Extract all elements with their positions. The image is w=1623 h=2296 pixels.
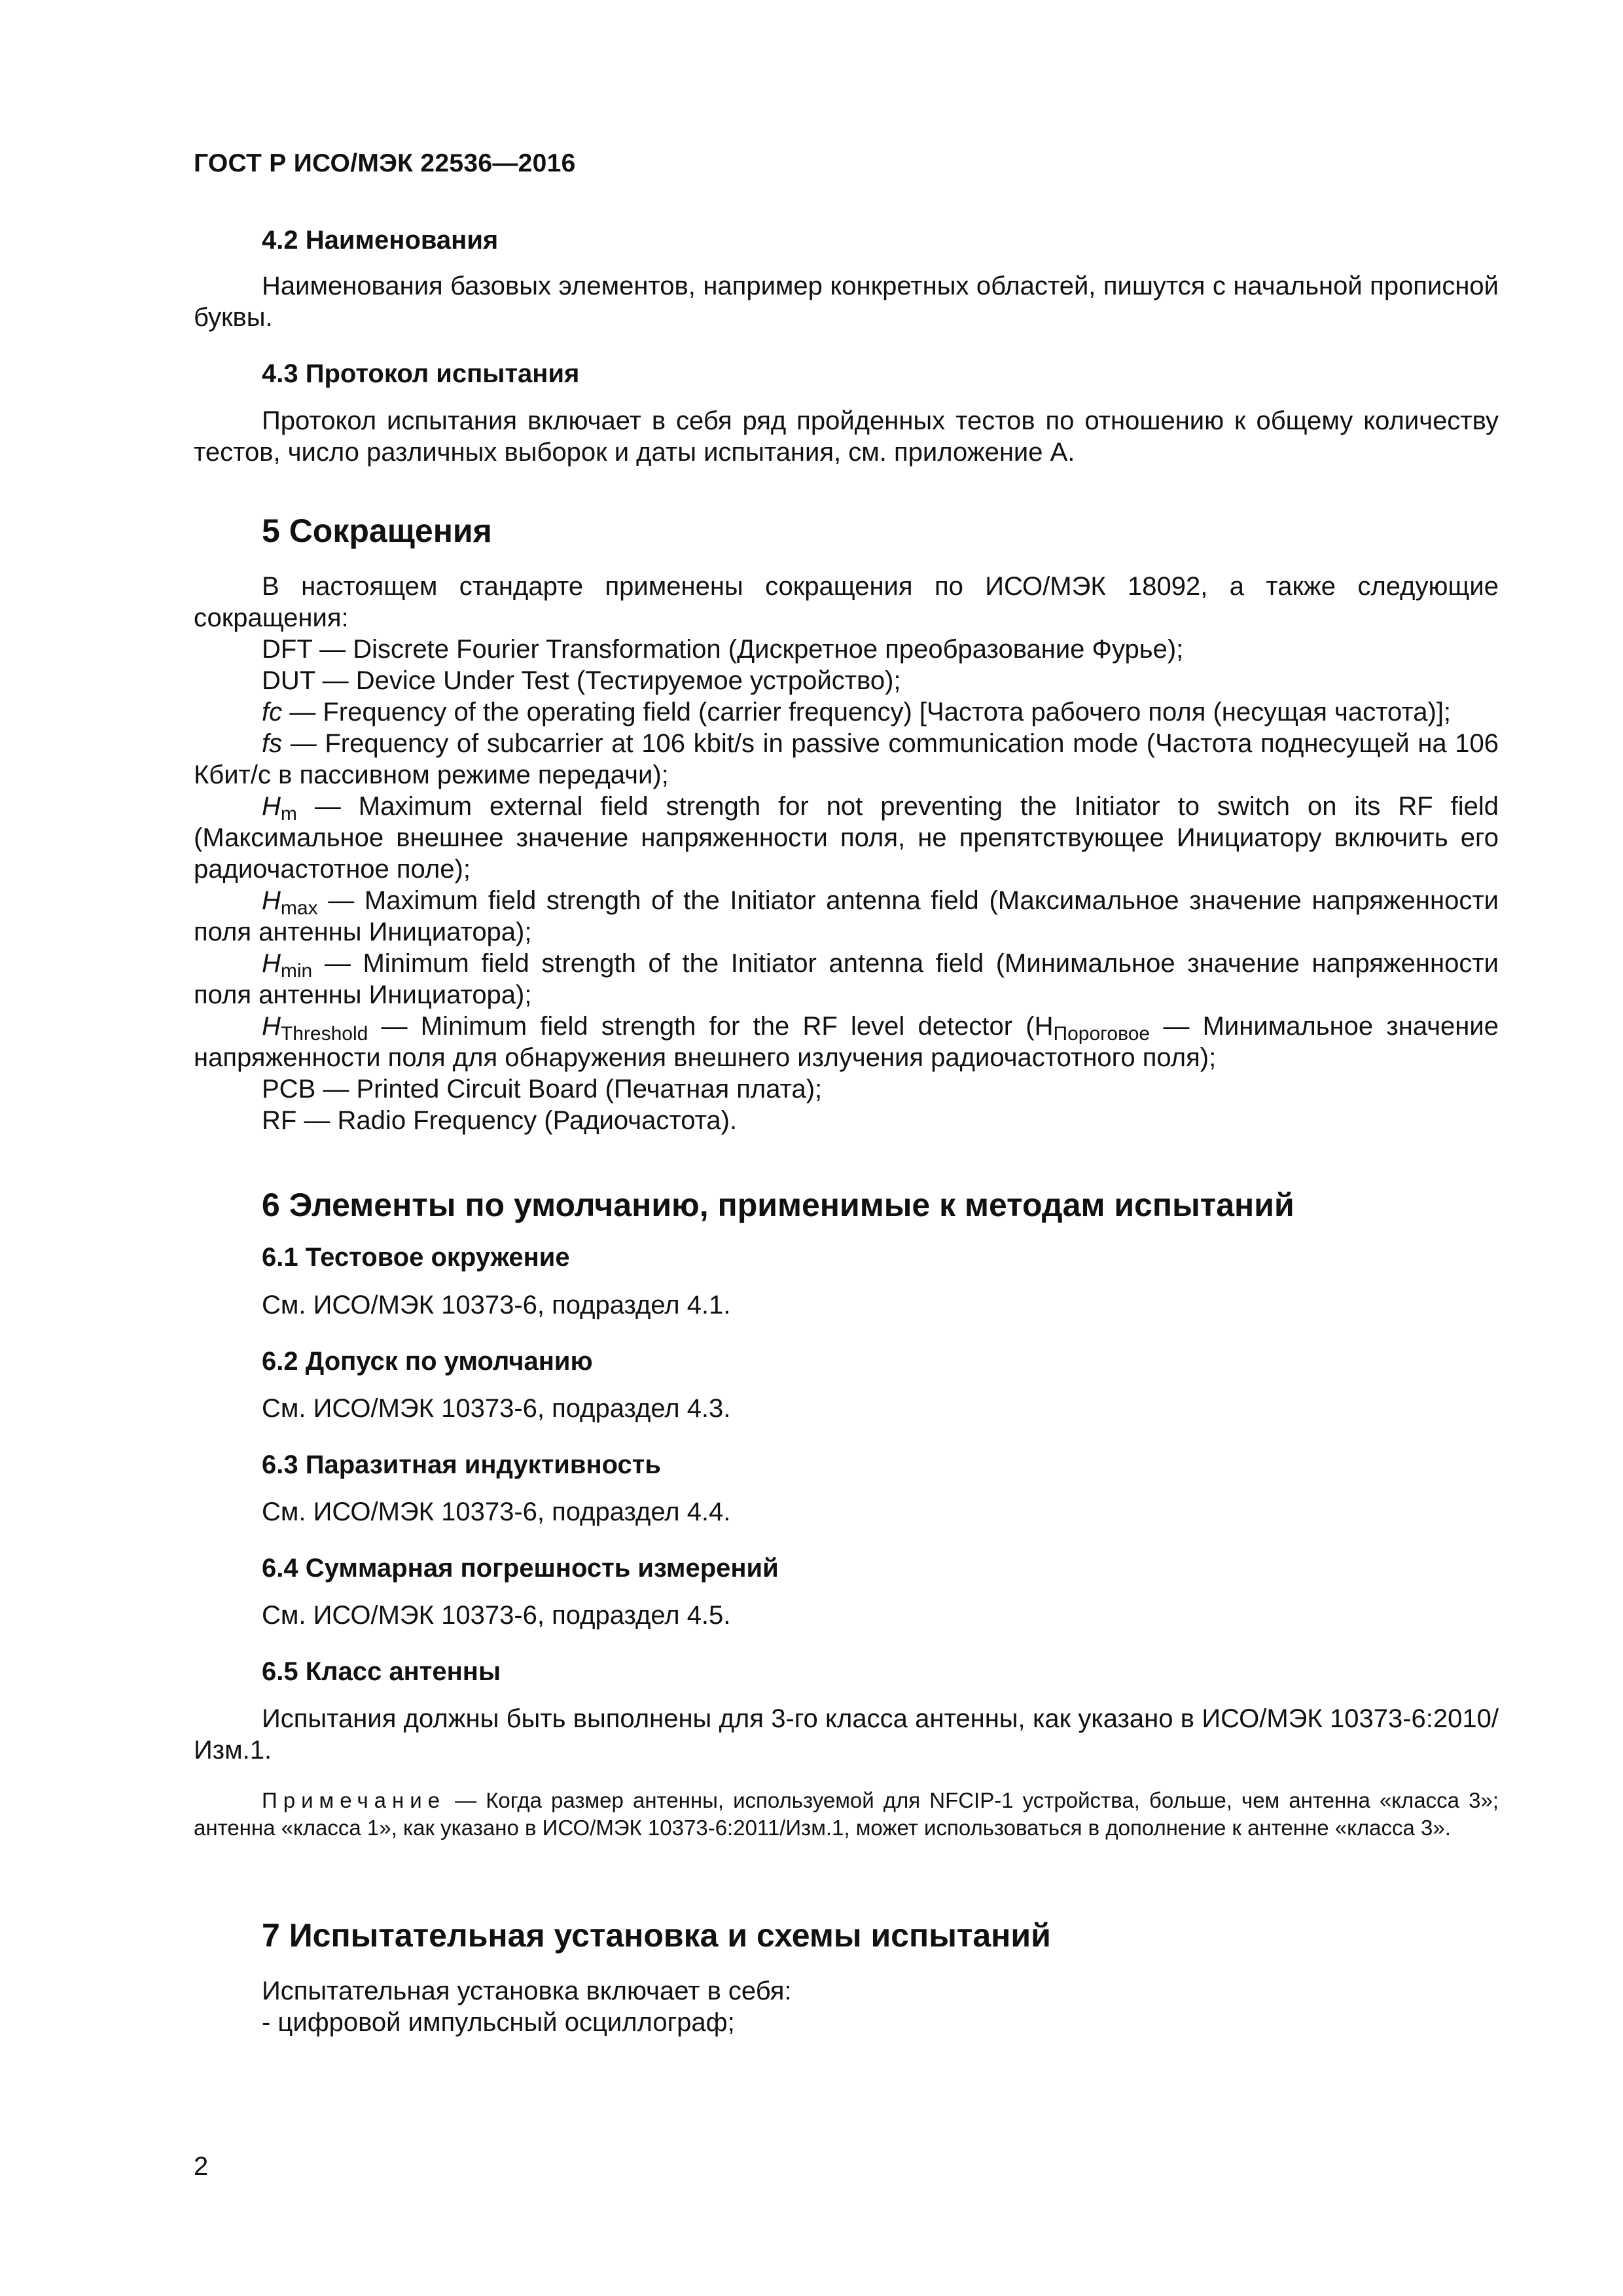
abbr-hmax-symbol: H [262,886,281,915]
section-4-2-heading: 4.2 Наименования [262,226,499,255]
section-4-2-body [194,270,1499,333]
section-6-4-heading: 6.4 Суммарная погрешность измерений [262,1554,779,1583]
abbr-hthreshold-text-2: — Минимальное значение напряженности поля для обнаружения внешнего излучения радиочастотного поля); [194,1012,1499,1072]
abbr-hthreshold-subscript: Threshold [280,1023,368,1045]
abbr-hmax [194,885,1499,948]
section-6-3-text: См. ИСО/МЭК 10373-6, подраздел 4.4. [262,1498,731,1526]
section-6-5-heading: 6.5 Класс антенны [262,1657,501,1686]
section-4-3-heading: 4.3 Протокол испытания [262,359,580,388]
note-text: — Когда размер антенны, используемой для NFCIP-1 устройства, больше, чем антенна «класса 3»; антенна «класса 1», как указано в ИСО/МЭК 10373-6:2011/Изм.1, может использоваться в дополнение к антенне «класса 3». [194,1788,1499,1840]
section-4-3-text: Протокол испытания включает в себя ряд пройденных тестов по отношению к общему количеству тестов, число различных выборок и даты испытания, см. приложение А. [194,406,1499,467]
section-7-list-item: - цифровой импульсный осциллограф; [262,2008,735,2037]
section-6-3-heading: 6.3 Паразитная индуктивность [262,1450,661,1479]
section-6-heading: 6 Элементы по умолчанию, применимые к методам испытаний [262,1187,1294,1223]
abbr-fs-text: — Frequency of subcarrier at 106 kbit/s in passive communication mode (Частота поднесущей на 106 Кбит/с в пассивном режиме передачи); [194,729,1499,789]
section-6-1-heading: 6.1 Тестовое окружение [262,1243,570,1272]
abbreviations-intro: В настоящем стандарте применены сокращения по ИСО/МЭК 18092, а также следующие сокращения: [194,572,1499,632]
abbr-hm [194,791,1499,885]
section-6-1-text: См. ИСО/МЭК 10373-6, подраздел 4.1. [262,1291,731,1319]
abbr-fc-text: — Frequency of the operating field (carrier frequency) [Частота рабочего поля (несущая частота)]; [282,698,1452,726]
abbr-rf: RF — Radio Frequency (Радиочастота). [262,1106,738,1135]
abbr-hm-symbol: H [262,792,281,821]
abbr-hthreshold-text-1: — Minimum field strength for the RF level detector (H [368,1012,1054,1041]
abbr-hthreshold-subscript-ru: Пороговое [1053,1023,1150,1045]
section-5-heading: 5 Сокращения [262,512,492,549]
abbr-fs-symbol: fs [262,729,283,758]
note-paragraph [194,1787,1499,1842]
section-4-3-body [194,405,1499,468]
abbr-hthreshold-symbol: H [262,1012,281,1041]
abbr-hm-text: — Maximum external field strength for not preventing the Initiator to switch on its RF field (Максимальное внешнее значение напряженности поля, не препятствующее Инициатору включить его радиочастотное поле); [194,792,1499,884]
section-7-intro: Испытательная установка включает в себя: [262,1977,792,2005]
page-number: 2 [194,2152,209,2181]
abbr-fc [194,696,1499,728]
section-6-5-text: Испытания должны быть выполнены для 3-го класса антенны, как указано в ИСО/МЭК 10373-6:2010/Изм.1. [194,1704,1499,1765]
section-6-4-text: См. ИСО/МЭК 10373-6, подраздел 4.5. [262,1601,731,1630]
abbr-dut: DUT — Device Under Test (Тестируемое устройство); [262,666,901,695]
abbr-hmin-symbol: H [262,949,281,978]
abbr-fc-symbol: fc [262,698,283,726]
abbr-hmax-subscript: max [280,897,318,919]
section-6-2-text: См. ИСО/МЭК 10373-6, подраздел 4.3. [262,1394,731,1423]
abbr-hmax-text: — Maximum field strength of the Initiator antenna field (Максимальное значение напряженности поля антенны Инициатора); [194,886,1499,946]
section-6-2-heading: 6.2 Допуск по умолчанию [262,1347,593,1376]
section-6-5-body [194,1703,1499,1766]
abbr-hmin-subscript: min [280,960,313,982]
abbr-fs [194,728,1499,791]
abbr-hthreshold [194,1011,1499,1073]
note-label: Примечание [262,1788,446,1812]
section-4-2-text: Наименования базовых элементов, например конкретных областей, пишутся с начальной прописной буквы. [194,272,1499,332]
abbreviations-block [194,571,1499,1136]
abbr-hmin [194,948,1499,1011]
abbr-dft: DFT — Discrete Fourier Transformation (Дискретное преобразование Фурье); [262,635,1184,664]
section-7-heading: 7 Испытательная установка и схемы испытаний [262,1917,1051,1954]
document-header: ГОСТ Р ИСО/МЭК 22536—2016 [194,149,576,177]
abbr-hm-subscript: m [280,803,297,825]
abbr-pcb: PCB — Printed Circuit Board (Печатная плата); [262,1075,823,1103]
abbr-hmin-text: — Minimum field strength of the Initiator antenna field (Минимальное значение напряженности поля антенны Инициатора); [194,949,1499,1009]
